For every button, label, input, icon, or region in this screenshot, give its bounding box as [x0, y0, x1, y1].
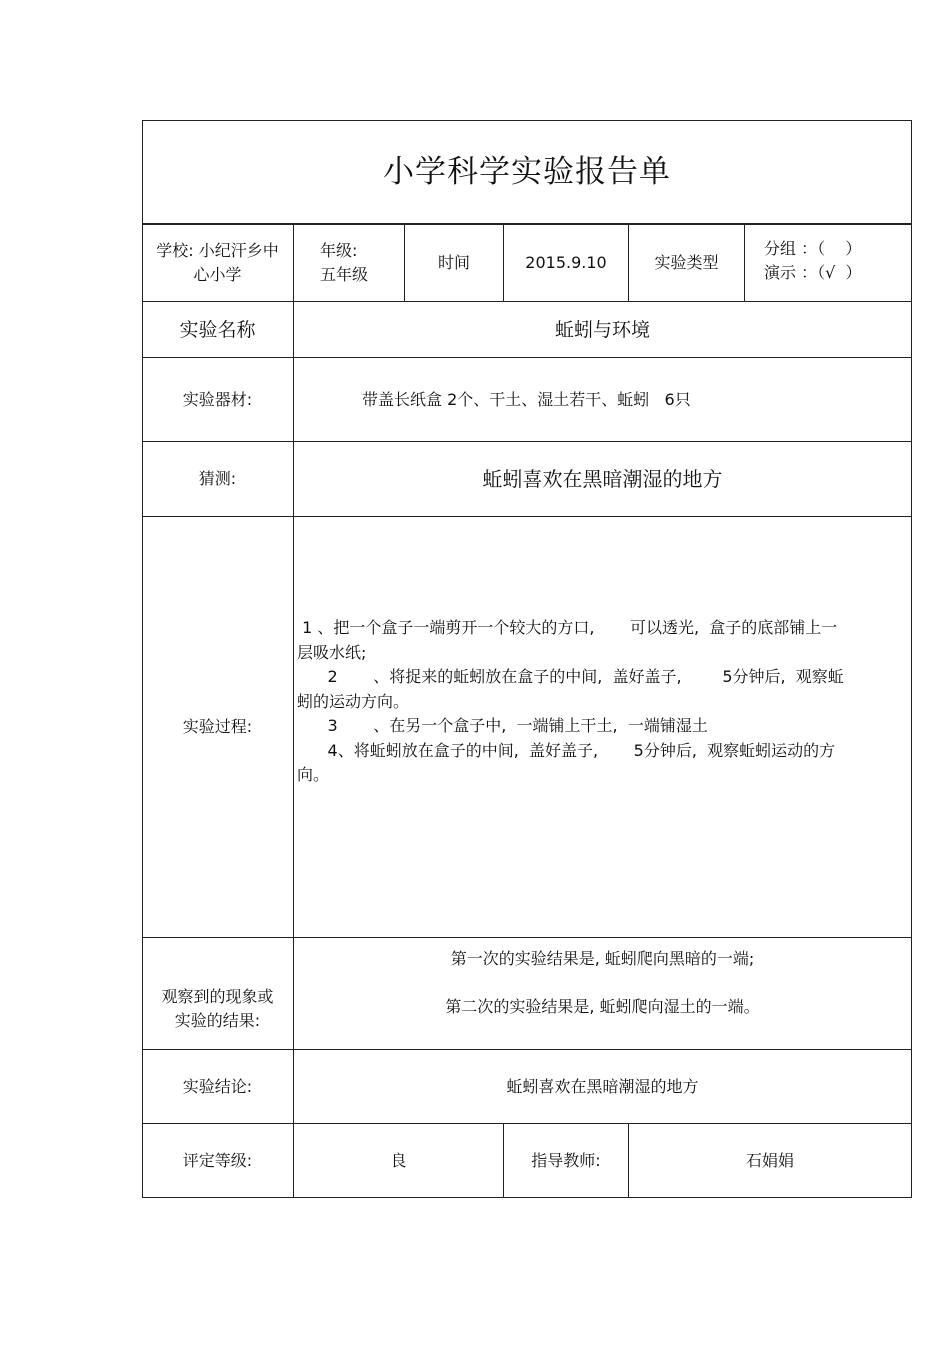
- col-divider: [744, 224, 745, 301]
- border-bottom: [142, 1197, 912, 1198]
- date-value: 2015.9.10: [525, 252, 607, 272]
- process-line: 2 、将捉来的蚯蚓放在盒子的中间, 盖好盖子, 5分钟后, 观察蚯: [297, 667, 844, 686]
- grade-label: 年级:: [320, 240, 358, 260]
- process-line: 向。: [297, 765, 330, 784]
- report-table: [142, 120, 912, 1197]
- process-text: [297, 616, 909, 788]
- rating-value: 良: [390, 1150, 407, 1170]
- report-title: 小学科学实验报告单: [383, 153, 671, 190]
- name-value: 蚯蚓与环境: [554, 318, 650, 341]
- process-line: 4、将蚯蚓放在盒子的中间, 盖好盖子, 5分钟后, 观察蚯蚓运动的方: [297, 740, 836, 760]
- teacher-value: 石娟娟: [745, 1150, 794, 1170]
- time-label: 时间: [437, 252, 470, 272]
- process-line: 1 、把一个盒子一端剪开一个较大的方口, 可以透光, 盒子的底部铺上一: [297, 618, 838, 637]
- result-line2: 第二次的实验结果是, 蚯蚓爬向湿土的一端。: [445, 997, 760, 1016]
- teacher-label: 指导教师:: [531, 1150, 601, 1170]
- school-line2: 心小学: [193, 264, 242, 284]
- materials-value: 带盖长纸盒 2个、干土、湿土若干、蚯蚓 6只: [362, 389, 691, 409]
- school-cell: [142, 224, 293, 301]
- border-right: [911, 120, 912, 1197]
- process-label: 实验过程:: [182, 717, 253, 736]
- grade-value: 五年级: [320, 264, 369, 284]
- process-line: 蚓的运动方向。: [297, 691, 410, 711]
- guess-label: 猜测:: [198, 469, 237, 488]
- result-line1: 第一次的实验结果是, 蚯蚓爬向黑暗的一端;: [450, 949, 755, 968]
- type-label: 实验类型: [654, 252, 719, 272]
- materials-label: 实验器材:: [182, 389, 253, 409]
- conclusion-value: 蚯蚓喜欢在黑暗潮湿的地方: [506, 1076, 699, 1096]
- guess-value: 蚯蚓喜欢在黑暗潮湿的地方: [482, 467, 723, 491]
- result-label-line1: 观察到的现象或: [161, 986, 274, 1006]
- result-label: [142, 938, 293, 1049]
- name-label: 实验名称: [179, 318, 256, 341]
- process-line: 层吸水纸;: [297, 642, 367, 662]
- type-group: 分组 ：（ ）: [764, 239, 862, 258]
- grade-cell: [294, 224, 404, 301]
- type-demo: 演示 ：（√ ）: [764, 263, 862, 282]
- school-line1: 学校: 小纪汗乡中: [156, 240, 279, 260]
- result-label-line2: 实验的结果:: [174, 1010, 261, 1030]
- conclusion-label: 实验结论:: [182, 1076, 253, 1096]
- process-line: 3 、在另一个盒子中, 一端铺上干土, 一端铺湿土: [297, 716, 708, 735]
- rating-label: 评定等级:: [182, 1150, 253, 1170]
